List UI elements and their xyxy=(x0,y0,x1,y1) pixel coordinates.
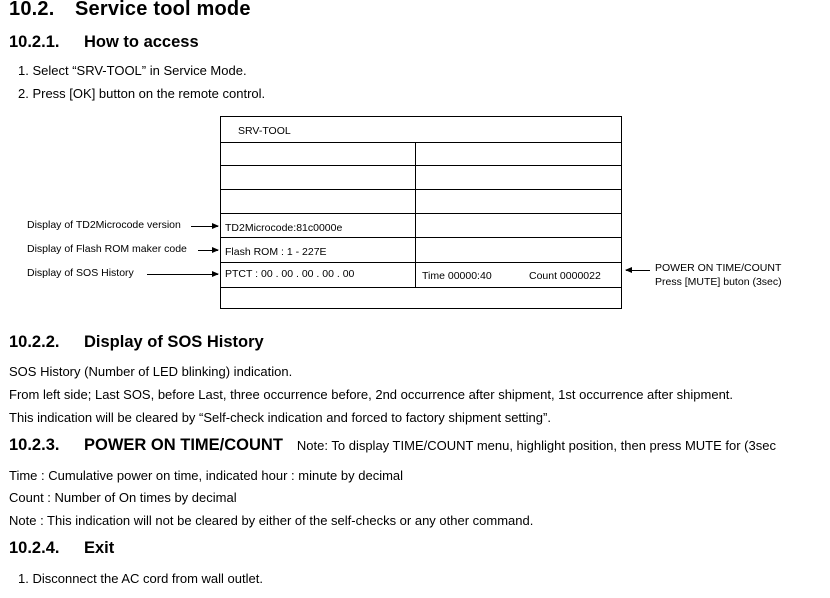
access-step-2: 2. Press [OK] button on the remote control. xyxy=(18,86,266,101)
table-divider xyxy=(221,262,621,263)
power-line-2: Count : Number of On times by decimal xyxy=(9,490,237,505)
power-callout-arrow xyxy=(626,270,650,271)
section-title: Service tool mode xyxy=(75,0,251,20)
table-divider xyxy=(221,142,621,143)
exit-heading xyxy=(9,539,114,558)
power-callout-line1: POWER ON TIME/COUNT xyxy=(655,262,782,274)
table-divider xyxy=(221,189,621,190)
sos-heading xyxy=(9,333,264,352)
access-step-1: 1. Select “SRV-TOOL” in Service Mode. xyxy=(18,63,247,78)
power-title: POWER ON TIME/COUNT xyxy=(84,436,283,454)
table-divider xyxy=(221,237,621,238)
flash-rom-value: Flash ROM : 1 - 227E xyxy=(225,246,327,258)
table-divider xyxy=(221,165,621,166)
power-callout-line2: Press [MUTE] buton (3sec) xyxy=(655,276,782,288)
table-divider xyxy=(221,287,621,288)
sos-callout-arrow xyxy=(147,274,218,275)
table-column-divider xyxy=(415,142,416,287)
ptct-value: PTCT : 00 . 00 . 00 . 00 . 00 xyxy=(225,268,355,280)
power-note: Note: To display TIME/COUNT menu, highlight position, then press MUTE for (3sec xyxy=(296,438,776,453)
power-heading xyxy=(9,436,776,455)
power-time-value: Time 00000:40 xyxy=(422,270,492,282)
sos-number: 10.2.2. xyxy=(9,333,60,351)
td2-microcode-value: TD2Microcode:81c0000e xyxy=(225,222,343,234)
power-line-3: Note : This indication will not be cleared by either of the self-checks or any other command. xyxy=(9,513,534,528)
sos-line-2: From left side; Last SOS, before Last, three occurrence before, 2nd occurrence after shipment, 1st occurrence after shipment. xyxy=(9,387,734,402)
flash-callout-label: Display of Flash ROM maker code xyxy=(27,243,187,255)
table-divider xyxy=(221,213,621,214)
section-heading xyxy=(9,0,251,21)
exit-title: Exit xyxy=(84,539,115,557)
sos-callout-label: Display of SOS History xyxy=(27,267,134,279)
td2-callout-label: Display of TD2Microcode version xyxy=(27,219,181,231)
srv-tool-table xyxy=(220,116,622,309)
td2-callout-arrow xyxy=(191,226,218,227)
exit-step-1: 1. Disconnect the AC cord from wall outlet. xyxy=(18,571,263,586)
access-number: 10.2.1. xyxy=(9,33,60,51)
exit-number: 10.2.4. xyxy=(9,539,60,557)
sos-line-1: SOS History (Number of LED blinking) indication. xyxy=(9,364,293,379)
sos-title: Display of SOS History xyxy=(84,333,264,351)
section-number: 10.2. xyxy=(9,0,55,20)
access-heading xyxy=(9,33,199,52)
power-line-1: Time : Cumulative power on time, indicated hour : minute by decimal xyxy=(9,468,404,483)
sos-line-3: This indication will be cleared by “Self-check indication and forced to factory shipment setting”. xyxy=(9,410,551,425)
power-count-value: Count 0000022 xyxy=(529,270,601,282)
access-title: How to access xyxy=(84,33,199,51)
flash-callout-arrow xyxy=(198,250,218,251)
power-number: 10.2.3. xyxy=(9,436,60,454)
srv-tool-title: SRV-TOOL xyxy=(238,125,291,137)
